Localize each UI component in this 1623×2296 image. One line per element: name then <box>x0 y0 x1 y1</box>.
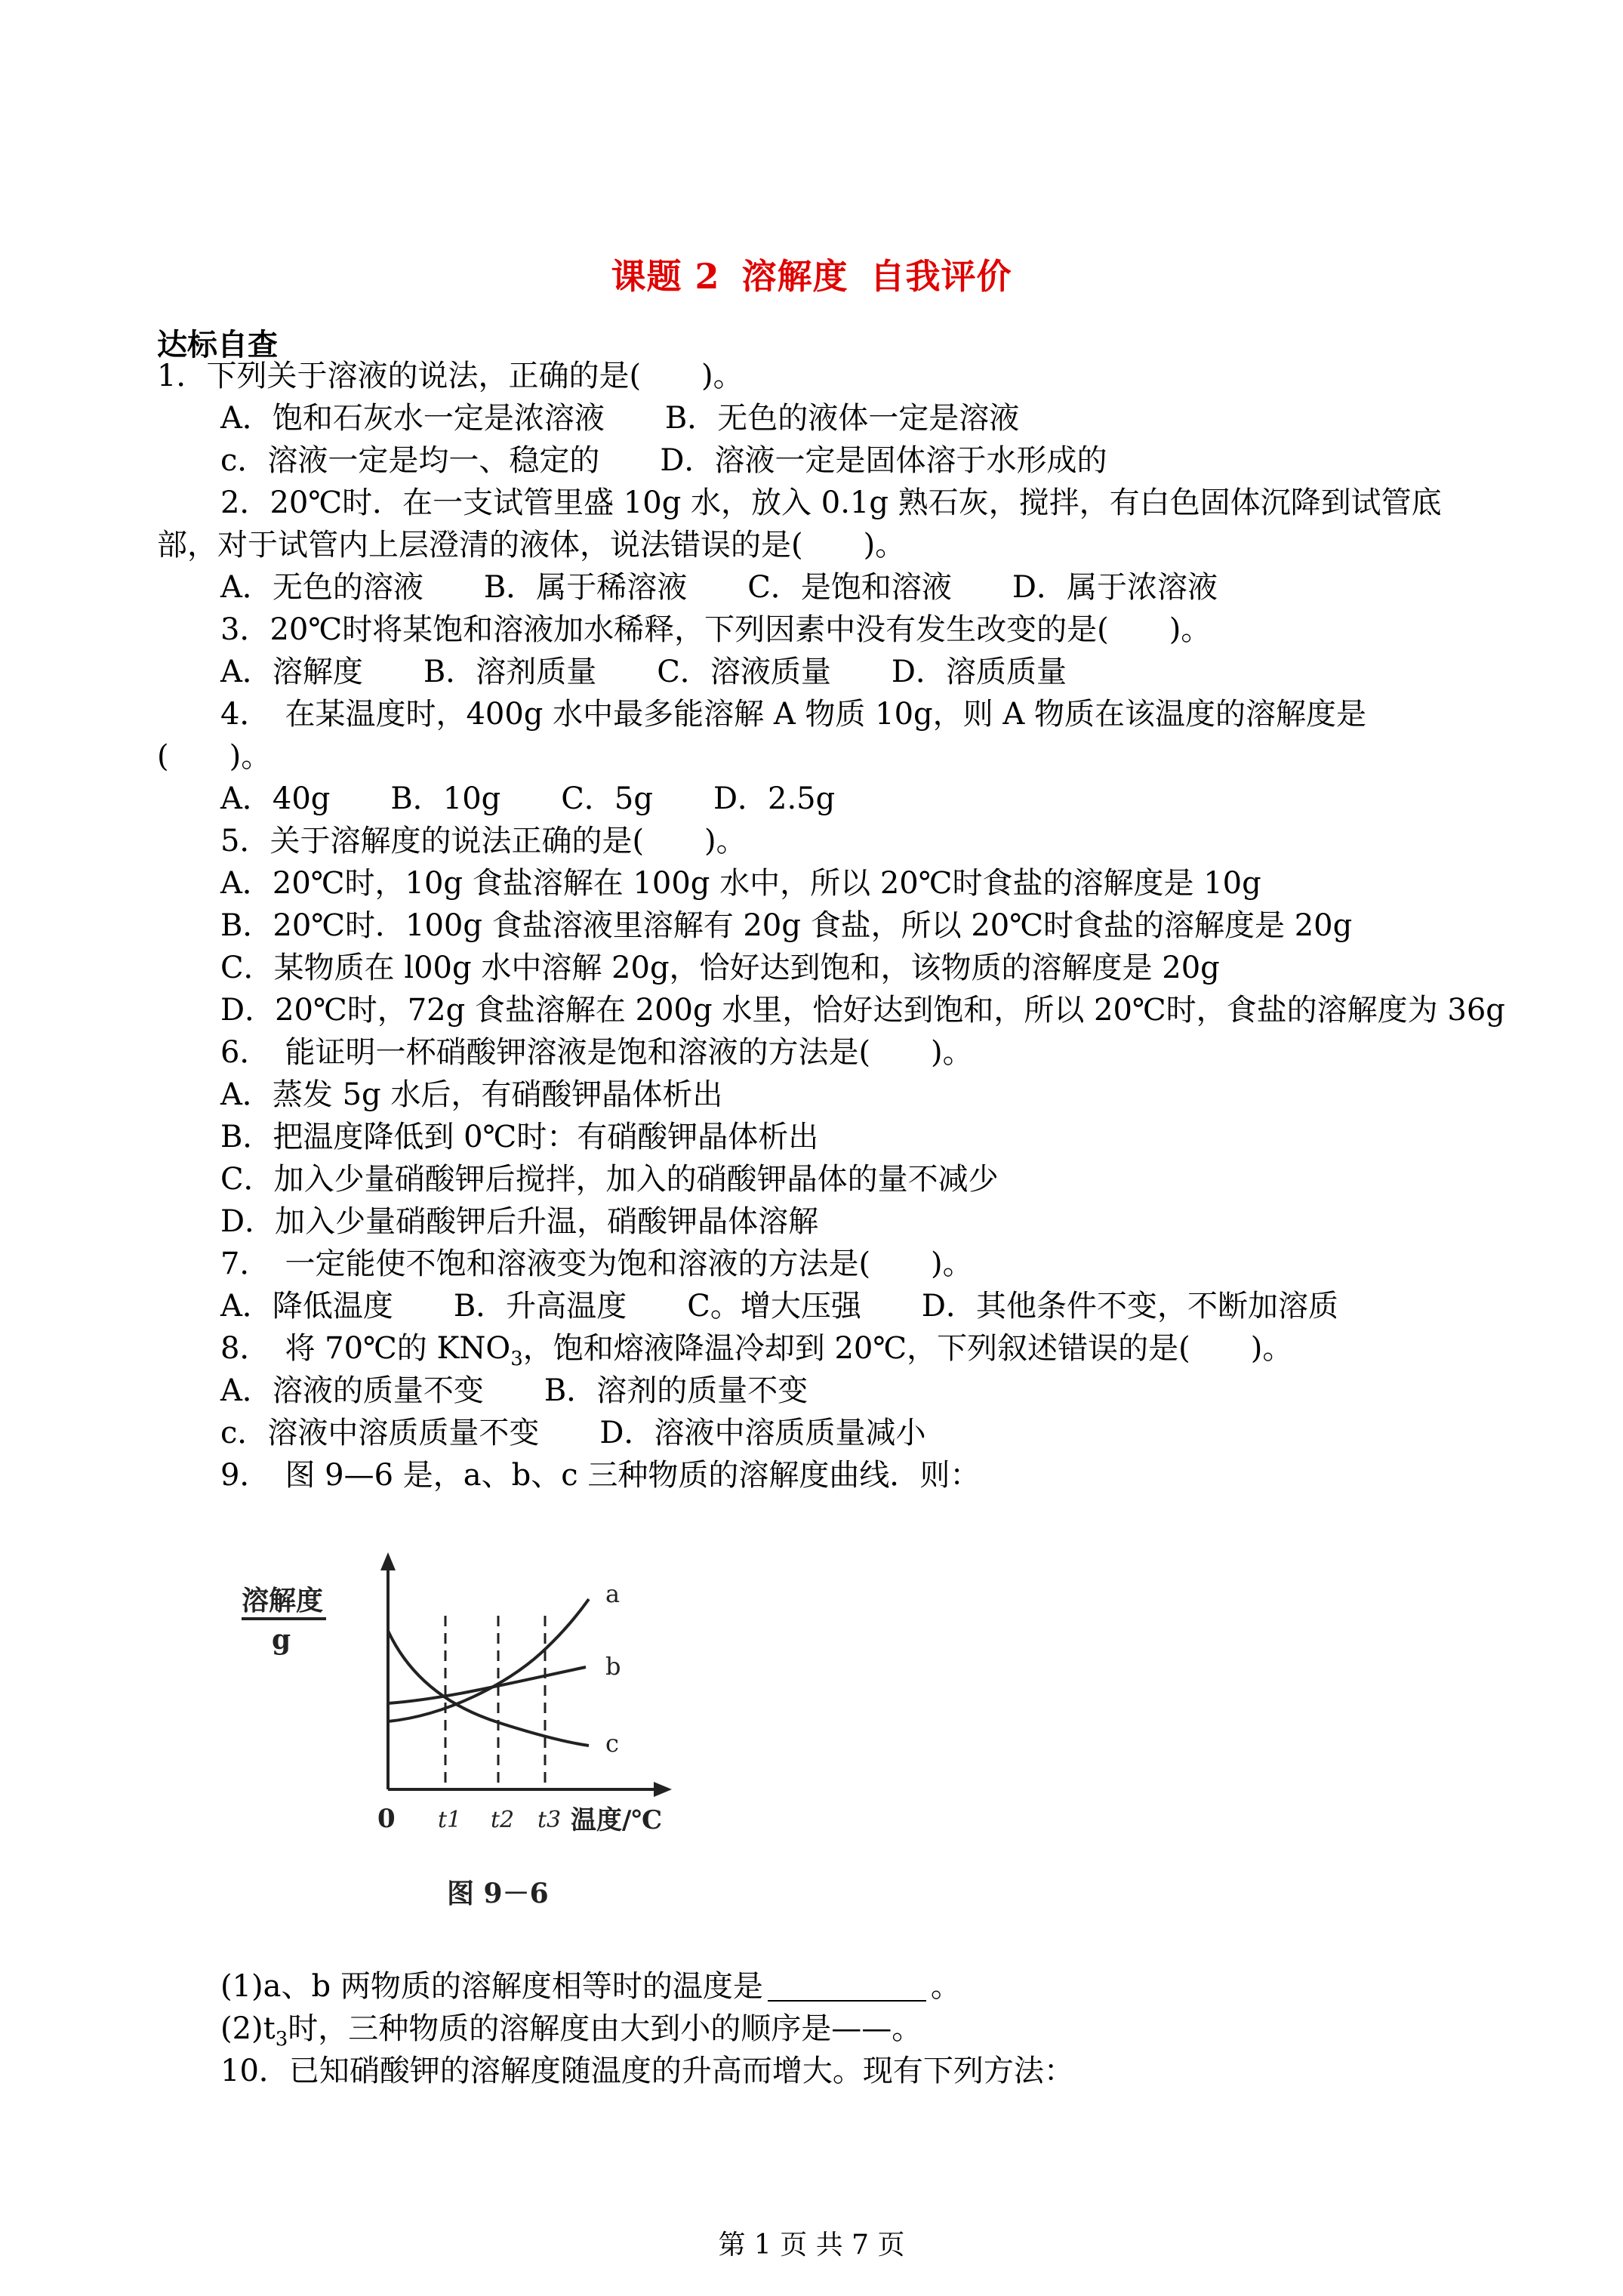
q1-options-cd: c．溶液一定是均一、稳定的 D．溶液一定是固体溶于水形成的 <box>220 443 1107 478</box>
q1-stem: 1．下列关于溶液的说法，正确的是( )。 <box>157 359 744 393</box>
y-label-top: 溶解度 <box>242 1585 324 1616</box>
curve-label-b: b <box>605 1652 621 1681</box>
q9-part1-end: 。 <box>930 1969 961 2004</box>
curve-label-a: a <box>605 1579 621 1608</box>
q3-stem: 3．20℃时将某饱和溶液加水稀释，下列因素中没有发生改变的是( )。 <box>220 612 1212 647</box>
q8-stem-after: ，饱和熔液降温冷却到 20℃，下列叙述错误的是( )。 <box>522 1331 1293 1366</box>
q4-options: A．40g B．10g C．5g D．2.5g <box>220 781 836 816</box>
q3-options: A．溶解度 B．溶剂质量 C．溶液质量 D．溶质质量 <box>220 655 1067 689</box>
q5-option-b: B．20℃时．100g 食盐溶液里溶解有 20g 食盐，所以 20℃时食盐的溶解度是 20g <box>220 908 1353 943</box>
q8-options-cd: c．溶液中溶质质量不变 D．溶液中溶质质量减小 <box>220 1416 926 1450</box>
section-heading: 达标自查 <box>157 327 278 362</box>
tick-t3: t3 <box>537 1807 562 1833</box>
solubility-curve-diagram <box>220 1525 764 1955</box>
title-evaluation: 自我评价 <box>870 256 1012 297</box>
q8-stem-before: 8． 将 70℃的 KNO <box>220 1331 511 1366</box>
q9-part2-text: 时，三种物质的溶解度由大到小的顺序是——。 <box>288 2011 922 2046</box>
q9-stem: 9． 图 9—6 是，a、b、c 三种物质的溶解度曲线．则： <box>220 1458 981 1493</box>
tick-t2: t2 <box>491 1807 515 1833</box>
title-topic: 溶解度 <box>741 256 848 297</box>
q10-stem: 10．已知硝酸钾的溶解度随温度的升高而增大。现有下列方法： <box>220 2054 1074 2088</box>
q2-options: A．无色的溶液 B．属于稀溶液 C．是饱和溶液 D．属于浓溶液 <box>220 570 1218 605</box>
q2-stem: 2．20℃时．在一支试管里盛 10g 水，放入 0.1g 熟石灰，搅拌，有白色固体沉降到试管底 <box>220 485 1442 520</box>
curve-a <box>388 1599 589 1721</box>
q6-option-c: C．加入少量硝酸钾后搅拌，加入的硝酸钾晶体的量不减少 <box>220 1162 999 1197</box>
page-footer: 第 1 页 共 7 页 <box>718 2230 905 2261</box>
figure-caption: 图 9－6 <box>447 1878 549 1909</box>
title-lesson: 课题 2 <box>611 256 720 297</box>
curve-label-c: c <box>605 1729 619 1758</box>
q6-stem: 6． 能证明一杯硝酸钾溶液是饱和溶液的方法是( )。 <box>220 1035 973 1070</box>
q6-option-d: D．加入少量硝酸钾后升温，硝酸钾晶体溶解 <box>220 1204 819 1239</box>
q5-option-a: A．20℃时，10g 食盐溶解在 100g 水中，所以 20℃时食盐的溶解度是 10g <box>220 866 1261 901</box>
q5-option-d: D．20℃时，72g 食盐溶解在 200g 水里，恰好达到饱和，所以 20℃时，食盐的溶解度为 36g <box>220 993 1505 1028</box>
q9-part2 <box>220 2011 922 2051</box>
origin-label: 0 <box>377 1804 396 1834</box>
q8-subscript: 3 <box>510 1348 523 1370</box>
q7-stem: 7． 一定能使不饱和溶液变为饱和溶液的方法是( )。 <box>220 1247 973 1281</box>
x-axis-label: 温度/℃ <box>571 1805 663 1835</box>
q9-part1 <box>220 1971 961 2002</box>
y-label-bottom: g <box>272 1624 291 1656</box>
q5-stem: 5．关于溶解度的说法正确的是( )。 <box>220 824 747 858</box>
q9-part2-prefix: (2)t <box>220 2011 276 2046</box>
answer-blank[interactable] <box>768 1974 926 2002</box>
q9-part1-text: (1)a、b 两物质的溶解度相等时的温度是 <box>220 1969 763 2004</box>
q2-stem-cont: 部，对于试管内上层澄清的液体，说法错误的是( )。 <box>157 528 906 562</box>
solubility-figure <box>220 1525 764 1955</box>
q6-option-b: B．把温度降低到 0℃时：有硝酸钾晶体析出 <box>220 1120 819 1154</box>
x-axis-arrow <box>654 1782 672 1797</box>
q8-options-ab: A．溶液的质量不变 B．溶剂的质量不变 <box>220 1373 808 1408</box>
y-axis-arrow <box>380 1552 396 1570</box>
page-title <box>0 249 1623 299</box>
q8-stem <box>220 1333 1292 1369</box>
q5-option-c: C．某物质在 l00g 水中溶解 20g，恰好达到饱和，该物质的溶解度是 20g <box>220 951 1220 985</box>
tick-t1: t1 <box>438 1807 462 1833</box>
q4-stem-cont: ( )。 <box>157 739 272 774</box>
q4-stem: 4． 在某温度时，400g 水中最多能溶解 A 物质 10g，则 A 物质在该温度的溶解度是 <box>220 697 1366 732</box>
q6-option-a: A．蒸发 5g 水后，有硝酸钾晶体析出 <box>220 1077 723 1112</box>
q1-options-ab: A．饱和石灰水一定是浓溶液 B．无色的液体一定是溶液 <box>220 401 1020 436</box>
q9-part2-subscript: 3 <box>275 2028 288 2051</box>
q7-options: A．降低温度 B．升高温度 C。增大压强 D．其他条件不变，不断加溶质 <box>220 1289 1338 1324</box>
